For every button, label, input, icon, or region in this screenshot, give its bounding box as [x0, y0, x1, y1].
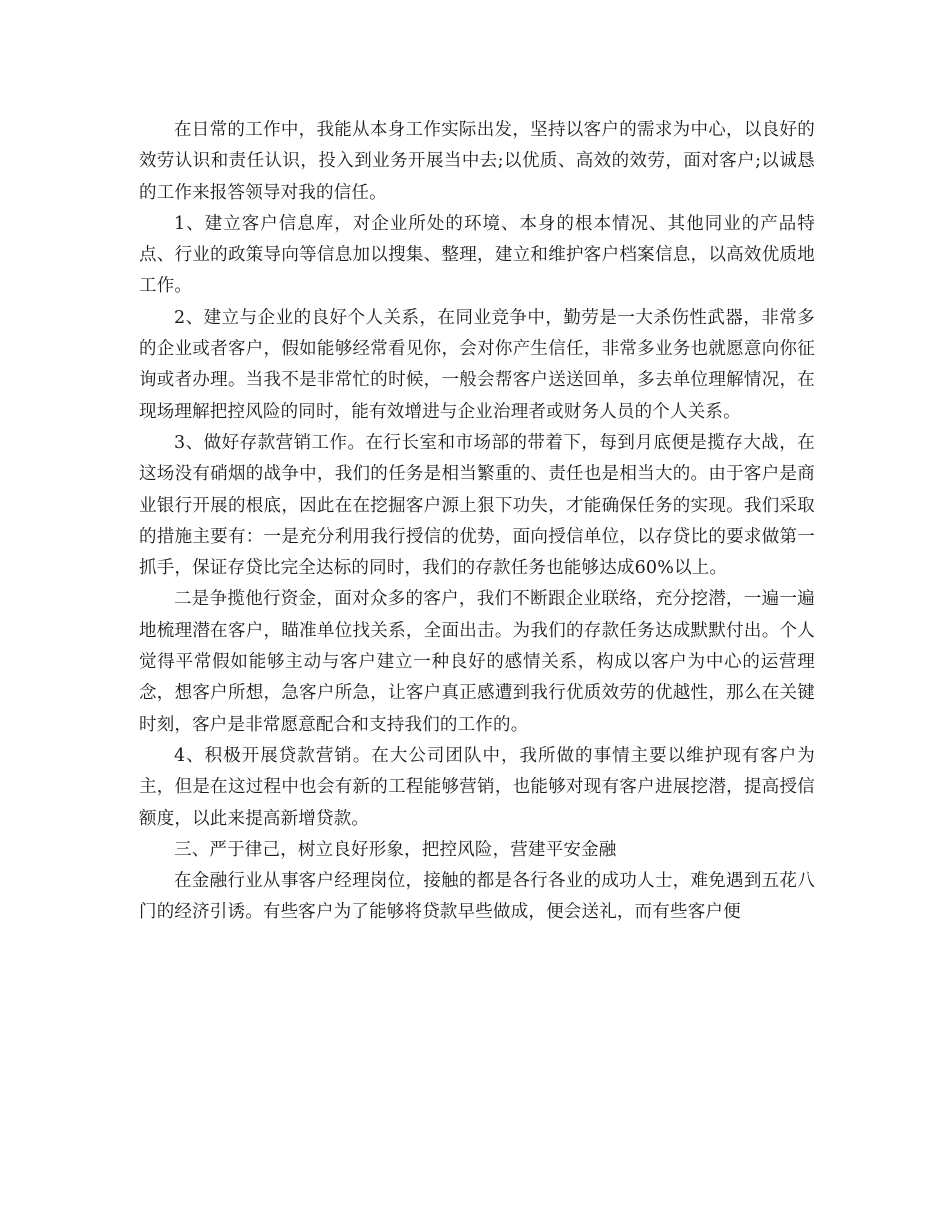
paragraph-intro: 在日常的工作中，我能从本身工作实际出发，坚持以客户的需求为中心，以良好的效劳认识和责任认识，投入到业务开展当中去;以优质、高效的效劳，面对客户;以诚恳的工作来报答领导对我的信任。 — [139, 120, 815, 203]
paragraph-item-1: 1、建立客户信息库，对企业所处的环境、本身的根本情况、其他同业的产品特点、行业的政策导向等信息加以搜集、整理，建立和维护客户档案信息，以高效优质地工作。 — [139, 213, 815, 297]
paragraph-item-2: 2、建立与企业的良好个人关系，在同业竞争中，勤劳是一大杀伤性武器，非常多的企业或者客户，假如能够经常看见你，会对你产生信任，非常多业务也就愿意向你征询或者办理。当我不是非常忙的时候，一般会帮客户送送回单，多去单位理解情况，在现场理解把控风险的同时，能有效增进与企业治理者或财务人员的个人关系。 — [139, 307, 815, 422]
paragraph-item-3-continued: 二是争揽他行资金，面对众多的客户，我们不断跟企业联络，充分挖潜，一遍一遍地梳理潜在客户，瞄准单位找关系，全面出击。为我们的存款任务达成默默付出。个人觉得平常假如能够主动与客户建立一种良好的感情关系，构成以客户为中心的运营理念，想客户所想，急客户所急，让客户真正感遭到我行优质效劳的优越性，那么在关键时刻，客户是非常愿意配合和支持我们的工作的。 — [139, 589, 815, 735]
paragraph-section-3-body: 在金融行业从事客户经理岗位，接触的都是各行各业的成功人士，难免遇到五花八门的经济引诱。有些客户为了能够将贷款早些做成，便会送礼，而有些客户便 — [139, 871, 815, 923]
document-body — [139, 115, 815, 929]
section-heading-3: 三、严于律己，树立良好形象，把控风险，营建平安金融 — [174, 839, 617, 860]
paragraph-item-3: 3、做好存款营销工作。在行长室和市场部的带着下，每到月底便是揽存大战，在这场没有硝烟的战争中，我们的任务是相当繁重的、责任也是相当大的。由于客户是商业银行开展的根底，因此在在挖掘客户源上狠下功失，才能确保任务的实现。我们采取的措施主要有：一是充分利用我行授信的优势，面向授信单位，以存贷比的要求做第一抓手，保证存贷比完全达标的同时，我们的存款任务也能够达成60%以上。 — [139, 432, 815, 579]
paragraph-item-4: 4、积极开展贷款营销。在大公司团队中，我所做的事情主要以维护现有客户为主，但是在这过程中也会有新的工程能够营销，也能够对现有客户进展挖潜，提高授信额度，以此来提高新增贷款。 — [139, 745, 815, 829]
